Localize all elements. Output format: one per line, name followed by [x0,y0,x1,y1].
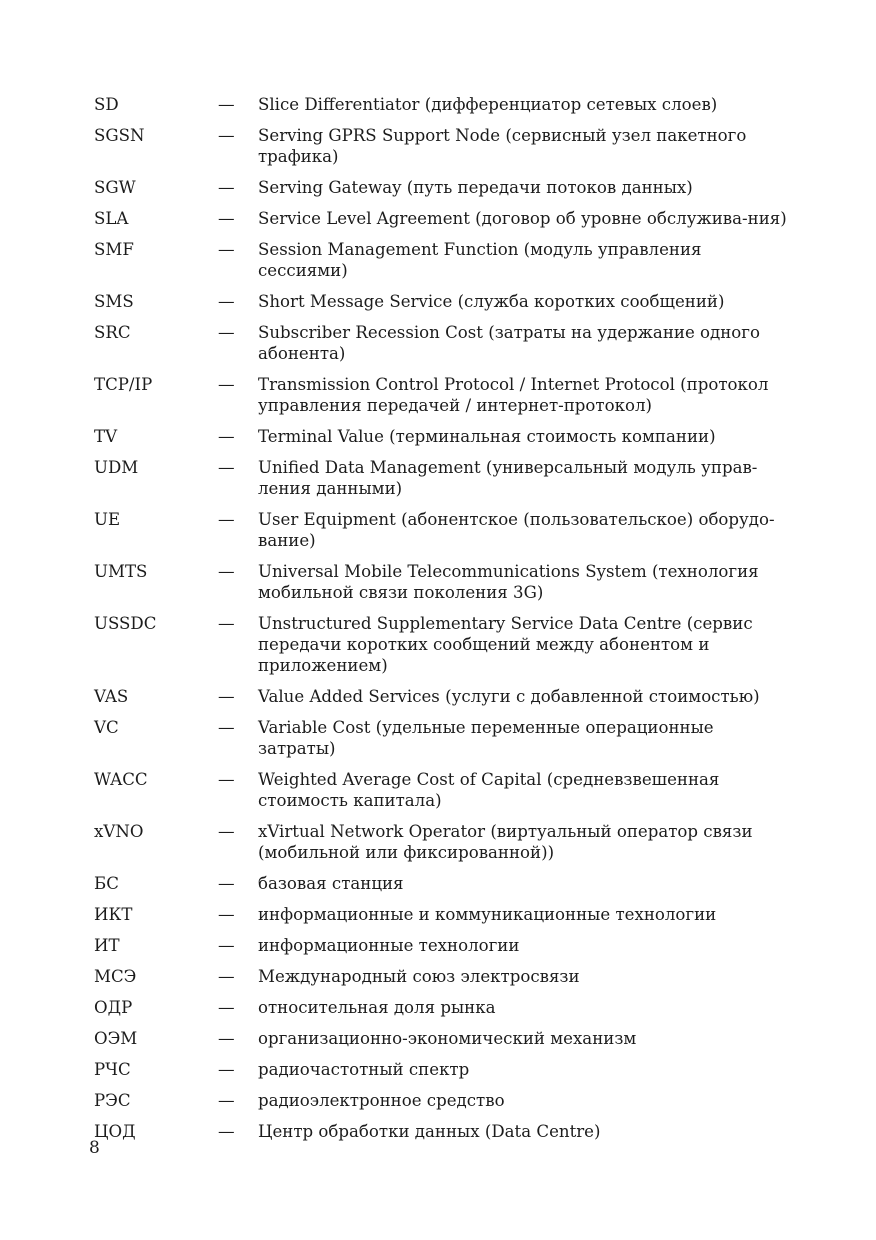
abbreviation-dash: — [218,822,235,841]
abbreviation-dash: — [218,95,235,114]
abbreviation-term: ЦОД [94,1122,136,1141]
abbreviation-entry [94,1121,794,1142]
abbreviation-dash: — [218,375,235,394]
abbreviation-term: БС [94,874,119,893]
abbreviation-dash: — [218,718,235,737]
abbreviation-description: Service Level Agreement (договор об уровне обслужива-ния) [258,209,787,228]
abbreviation-dash: — [218,292,235,311]
abbreviation-description: радиочастотный спектр [258,1060,470,1079]
abbreviation-dash: — [218,936,235,955]
abbreviation-description: Weighted Average Cost of Capital (средневзвешенная стоимость капитала) [258,770,720,810]
abbreviation-entry [94,509,794,551]
abbreviation-dash: — [218,967,235,986]
abbreviation-term: МСЭ [94,967,137,986]
abbreviation-description: Universal Mobile Telecommunications System (технология мобильной связи поколения 3G) [258,562,759,602]
abbreviation-description: информационные и коммуникационные технологии [258,905,717,924]
abbreviation-entry [94,904,794,925]
abbreviation-entry [94,374,794,416]
abbreviation-dash: — [218,240,235,259]
abbreviation-entry [94,208,794,229]
abbreviation-entry [94,457,794,499]
abbreviation-dash: — [218,1091,235,1110]
abbreviation-dash: — [218,209,235,228]
abbreviation-term: SRC [94,323,131,342]
abbreviation-entry [94,322,794,364]
abbreviation-term: VC [94,718,119,737]
abbreviation-description: базовая станция [258,874,404,893]
abbreviation-entry [94,769,794,811]
abbreviation-entry [94,613,794,676]
abbreviation-entry [94,873,794,894]
abbreviation-description: Международный союз электросвязи [258,967,580,986]
abbreviation-description: Serving GPRS Support Node (сервисный узел пакетного трафика) [258,126,747,166]
abbreviation-description: Центр обработки данных (Data Centre) [258,1122,601,1141]
abbreviation-description: User Equipment (абонентское (пользовательское) оборудо-вание) [258,510,775,550]
abbreviation-dash: — [218,687,235,706]
abbreviation-dash: — [218,178,235,197]
abbreviation-entry [94,239,794,281]
abbreviation-term: TCP/IP [94,375,153,394]
abbreviation-term: SMF [94,240,134,259]
abbreviation-entry [94,426,794,447]
abbreviation-term: xVNO [94,822,144,841]
abbreviation-dash: — [218,323,235,342]
abbreviation-dash: — [218,126,235,145]
abbreviation-term: USSDC [94,614,157,633]
abbreviation-dash: — [218,905,235,924]
abbreviation-entry [94,1028,794,1049]
abbreviation-description: xVirtual Network Operator (виртуальный оператор связи (мобильной или фиксированной)) [258,822,753,862]
abbreviation-description: Variable Cost (удельные переменные операционные затраты) [258,718,714,758]
abbreviation-entry [94,686,794,707]
abbreviation-term: SMS [94,292,134,311]
abbreviation-term: SD [94,95,119,114]
abbreviation-term: WACC [94,770,148,789]
abbreviation-dash: — [218,1029,235,1048]
abbreviation-term: UE [94,510,121,529]
abbreviation-term: ОЭМ [94,1029,138,1048]
abbreviation-entry [94,997,794,1018]
abbreviation-description: Serving Gateway (путь передачи потоков данных) [258,178,693,197]
abbreviation-term: ИТ [94,936,120,955]
abbreviation-entry [94,177,794,198]
abbreviation-dash: — [218,770,235,789]
abbreviation-entry [94,94,794,115]
abbreviation-description: Session Management Function (модуль управления сессиями) [258,240,702,280]
abbreviation-dash: — [218,458,235,477]
abbreviation-term: ИКТ [94,905,133,924]
abbreviation-entry [94,125,794,167]
abbreviation-entry [94,935,794,956]
abbreviation-description: Short Message Service (служба коротких сообщений) [258,292,725,311]
abbreviation-term: РЭС [94,1091,131,1110]
abbreviation-description: Value Added Services (услуги с добавленной стоимостью) [258,687,760,706]
abbreviation-dash: — [218,1060,235,1079]
abbreviation-entry [94,821,794,863]
abbreviation-term: SGSN [94,126,145,145]
abbreviation-term: ОДР [94,998,133,1017]
abbreviation-dash: — [218,874,235,893]
abbreviation-description: Terminal Value (терминальная стоимость компании) [258,427,716,446]
abbreviation-entry [94,561,794,603]
abbreviation-description: относительная доля рынка [258,998,496,1017]
abbreviation-description: Transmission Control Protocol / Internet Protocol (протокол управления передачей / интернет-протокол) [258,375,769,415]
abbreviation-dash: — [218,510,235,529]
abbreviation-list [94,94,794,1152]
abbreviation-dash: — [218,1122,235,1141]
abbreviation-term: РЧС [94,1060,131,1079]
abbreviation-term: VAS [94,687,129,706]
abbreviation-dash: — [218,614,235,633]
abbreviation-entry [94,966,794,987]
abbreviation-dash: — [218,562,235,581]
abbreviation-entry [94,1059,794,1080]
abbreviation-term: UDM [94,458,139,477]
abbreviation-term: UMTS [94,562,148,581]
abbreviation-description: радиоэлектронное средство [258,1091,505,1110]
abbreviation-term: SLA [94,209,129,228]
abbreviation-description: Subscriber Recession Cost (затраты на удержание одного абонента) [258,323,760,363]
abbreviation-entry [94,717,794,759]
abbreviation-description: организационно-экономический механизм [258,1029,637,1048]
abbreviation-description: информационные технологии [258,936,520,955]
abbreviation-description: Slice Differentiator (дифференциатор сетевых слоев) [258,95,718,114]
page-number: 8 [89,1138,100,1158]
abbreviation-term: SGW [94,178,136,197]
abbreviation-dash: — [218,998,235,1017]
abbreviation-description: Unstructured Supplementary Service Data Centre (сервис передачи коротких сообщений между абонентом и приложением) [258,614,753,675]
abbreviation-entry [94,291,794,312]
abbreviation-entry [94,1090,794,1111]
abbreviation-term: TV [94,427,118,446]
abbreviation-dash: — [218,427,235,446]
abbreviation-description: Unified Data Management (универсальный модуль управ-ления данными) [258,458,758,498]
